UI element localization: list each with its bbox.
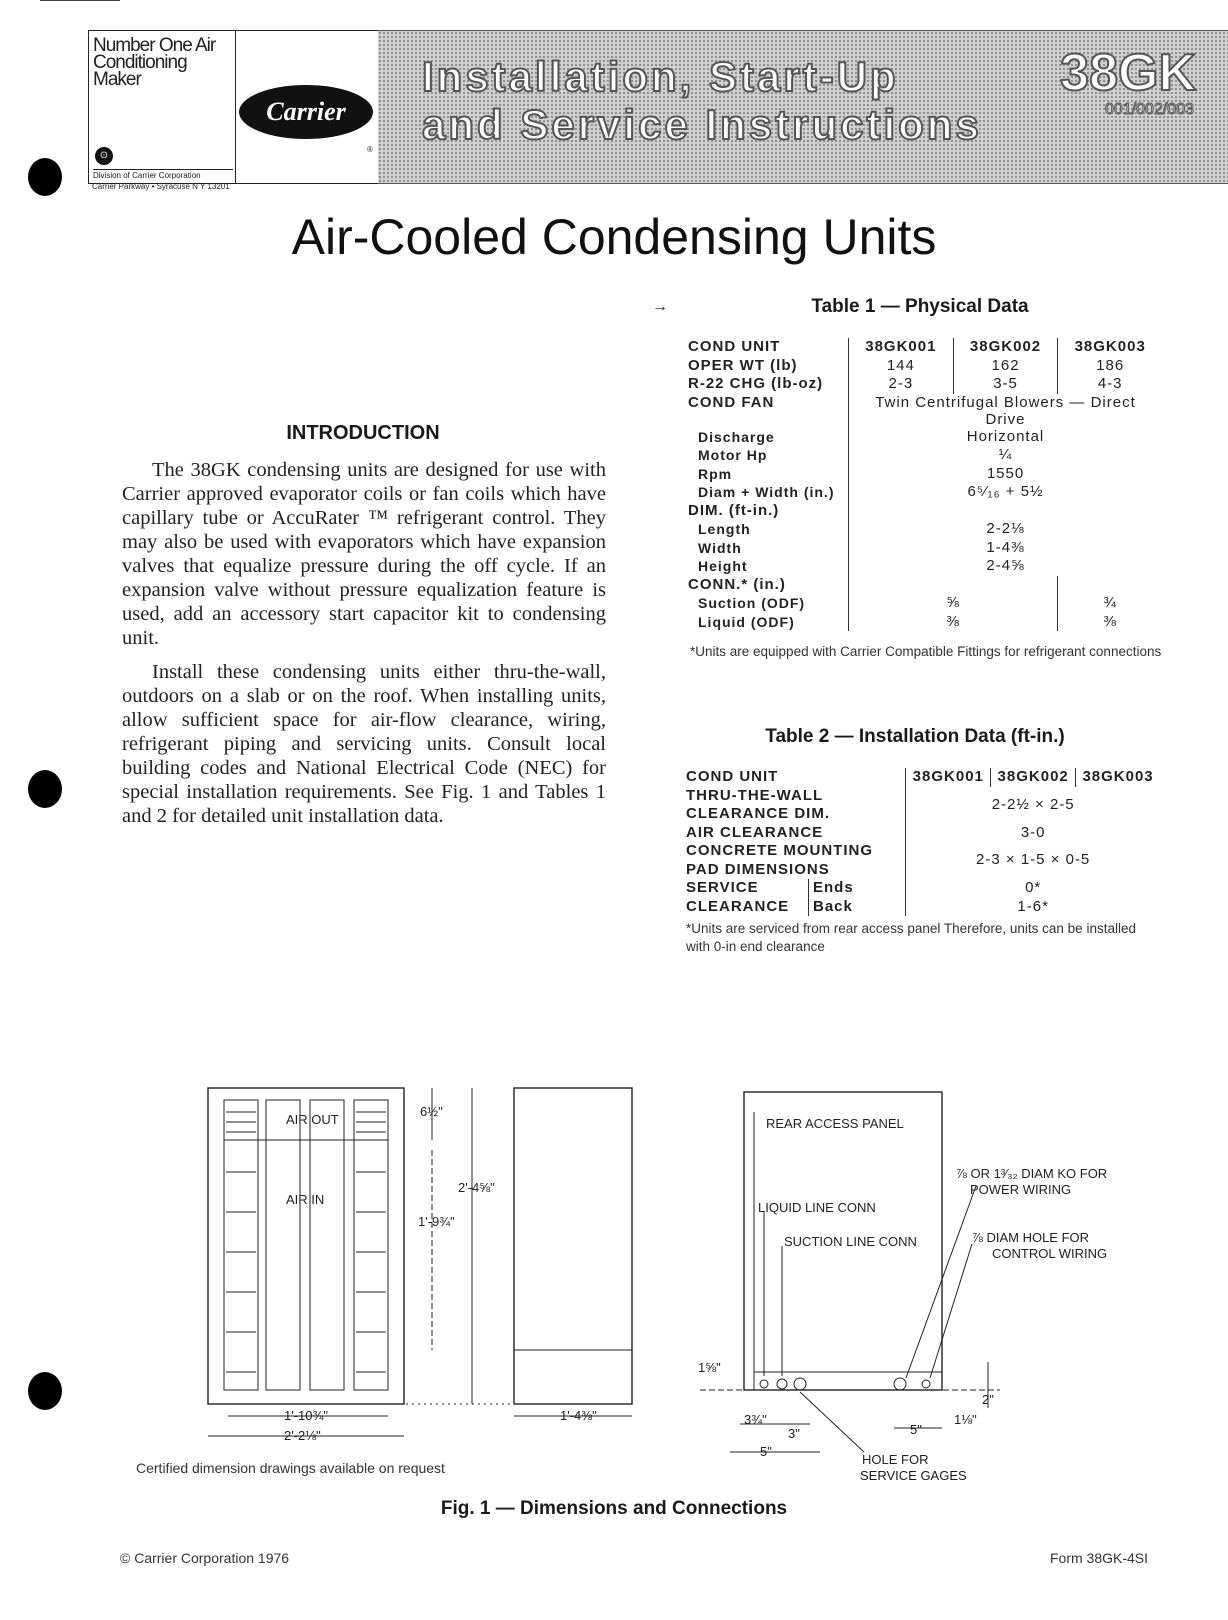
table-row [684,394,1162,428]
control-label-1: ⅞ DIAM HOLE FOR [972,1230,1090,1245]
rear-access-panel-label: REAR ACCESS PANEL [766,1116,904,1131]
cell-value: 2-4⅝ [849,557,1163,576]
form-number: Form 38GK-4SI [1050,1550,1149,1566]
row-label: DIM. (ft-in.) [688,501,780,519]
fig1-real [120,1032,1164,1472]
row-label: Discharge [698,428,775,445]
gages-label-1: HOLE FOR [862,1452,929,1467]
logo-box [88,30,379,184]
gage-leader [800,1392,864,1452]
cell-value: ¼ [849,446,1163,465]
gages-label-2: SERVICE GAGES [860,1468,967,1483]
copyright: © Carrier Corporation 1976 [120,1550,290,1566]
row-label: CONN.* (in.) [688,575,786,593]
column-header: 38GK001 [849,338,954,357]
row-label: COND UNIT [686,768,779,785]
table-row [684,576,1162,595]
row-label: R-22 CHG (lb-oz) [688,375,824,392]
slogan: Number One Air Conditioning Maker [93,35,216,90]
hole-punch-icon [28,158,62,196]
intro-paragraph-1: The 38GK condensing units are designed for use with Carrier approved evaporator coils or fan coils which have capillary tube or AccuRater ™ refrigerant control. They may also be used with evaporators which have expansion valves that equalize pressure during the off cycle. If an expansion valve without pressure equalization feature is used, add an accessory start capacitor kit to condensing unit. [122,459,606,649]
dim-front2-label: 2'-2⅛" [284,1428,321,1443]
arrow-icon: → [652,298,668,315]
intro-paragraph-2: Install these condensing units either thru-the-wall, outdoors on a slab or on the roof. When installing units, allow sufficient space for air-flow clearance, wiring, refrigerant piping and servicing units. Consult local building codes and National Electrical Code (NEC) for special installation requirements. See Fig. 1 and Tables 1 and 2 for detailed unit installation data. [122,661,606,827]
table-row [684,483,1162,502]
corporate-logo-icon: ⊙ [95,147,113,165]
table2-title: Table 2 — Installation Data (ft-in.) [765,726,1065,747]
row-label: AIR CLEARANCE [686,823,824,841]
row-label: OPER WT (lb) [688,356,798,374]
row-label [682,842,906,879]
row-label [682,879,809,916]
row-label-line: PAD DIMENSIONS [686,860,830,878]
ko-power-label-2: POWER WIRING [970,1182,1072,1197]
sub-label: Ends [809,879,906,898]
louver-slats [356,1112,386,1372]
column-header: 38GK002 [991,768,1076,787]
cell-value: 6⁵⁄₁₆ + 5½ [849,483,1163,502]
row-label [682,787,906,824]
table-row [684,465,1162,484]
control-leader [930,1244,972,1378]
banner-title-line1: Installation, Start-Up [422,53,899,100]
cell-value: 2-2⅛ [849,520,1163,539]
cell-value: 1550 [849,465,1163,484]
cell-value: 144 [849,357,954,376]
table-row [682,824,1160,843]
division-text: Division of Carrier Corporation [93,169,233,180]
dim-2-label: 2" [982,1392,994,1407]
banner-title-line2: and Service Instructions [422,101,982,148]
row-label-line: SERVICE [686,879,759,896]
row-label: Motor Hp [698,447,768,463]
table-row [684,502,1162,521]
table-row [684,613,1162,632]
dim-3-label: 3" [788,1426,800,1441]
cell-value: 1-4⅜ [849,539,1163,558]
row-label: Height [698,558,748,574]
louver-slats [226,1112,256,1372]
row-label-line: CONCRETE MOUNTING [686,842,873,859]
cell-value: 0* [906,879,1160,898]
cell-value: 3-0 [906,824,1160,843]
hole-punch-icon [28,1372,62,1410]
dim-5a-label: 5" [760,1444,772,1459]
cell-value: ⅜ [849,613,1058,632]
table-row [684,594,1162,613]
dim-front1-label: 1'-10¾" [284,1408,328,1423]
row-label: Width [698,539,742,556]
column-header: 38GK002 [953,338,1058,357]
louver-column [266,1100,300,1390]
table-row [684,557,1162,576]
row-label-line: CLEARANCE [686,897,790,915]
table1-title: Table 1 — Physical Data [811,296,1029,317]
cell-value: 2-3 × 1-5 × 0-5 [906,842,1160,879]
row-label: COND UNIT [688,338,781,355]
power-leader [906,1186,976,1378]
table-row [682,787,1160,824]
model-sub: 001/002/003 [1105,101,1194,118]
title-banner [378,30,1228,184]
dim-mid-label: 1'-9¾" [418,1214,455,1229]
power-ko [894,1378,906,1390]
hole-punch-icon [28,770,62,808]
table1-footnote: *Units are equipped with Carrier Compatible Fittings for refrigerant connections [690,644,1162,659]
table-row [684,539,1162,558]
dim-left-h-label: 1⅝" [698,1360,721,1375]
dim-side-label: 1'-4⅜" [560,1408,597,1423]
louver-column [310,1100,344,1390]
table-row [682,879,1160,898]
table-row [684,446,1162,465]
table-row [682,842,1160,879]
cell-value: 162 [953,357,1058,376]
table1 [684,338,1164,661]
cell-value: Horizontal [849,428,1163,447]
cell-value: 3-5 [953,375,1058,394]
dim-top-label: 6½" [420,1104,443,1119]
installation-data-table [682,768,1160,916]
table-row [684,357,1162,376]
figure-note: Certified dimension drawings available on request [136,1460,445,1476]
cell-value: 2-2½ × 2-5 [906,787,1160,824]
control-hole [922,1380,930,1388]
row-label: Diam + Width (in.) [698,484,835,500]
control-label-2: CONTROL WIRING [992,1246,1108,1261]
row-label-line: CLEARANCE DIM. [686,805,830,822]
row-label: Liquid (ODF) [698,613,795,630]
table-row [684,375,1162,394]
cell-value: ⅝ [849,594,1058,613]
liquid-conn-label: LIQUID LINE CONN [758,1200,876,1215]
liquid-hole [760,1380,768,1388]
sub-label: Back [809,898,906,917]
suction-conn-label: SUCTION LINE CONN [784,1234,917,1249]
brand-name: Carrier [266,97,346,126]
table-row [684,428,1162,447]
row-label: Length [698,521,751,537]
dim-5b-label: 5" [910,1422,922,1437]
cell-value: 2-3 [849,375,954,394]
column-header: 38GK001 [906,768,991,787]
column-header: 38GK003 [1058,338,1162,357]
louvers [224,1100,388,1390]
cell-value: 186 [1058,357,1162,376]
table-row [684,520,1162,539]
address: Carrier Parkway • Syracuse N Y 13201 [92,182,230,191]
suction-hole [777,1379,787,1389]
gage-hole [794,1378,806,1390]
front-view-cabinet [208,1088,404,1404]
dim-right-label: 2'-4⅝" [458,1180,495,1195]
table2 [682,768,1162,956]
air-out-label: AIR OUT [286,1112,339,1127]
intro-text [122,458,606,838]
page-title: Air-Cooled Condensing Units [291,209,937,265]
cell-value: ⅜ [1058,613,1162,632]
top-rule [40,0,120,1]
row-label-line: THRU-THE-WALL [686,786,824,804]
banner-title [422,53,982,149]
dim-18-label: 1⅛" [954,1412,977,1427]
louver-column [224,1100,258,1390]
cell-value: Twin Centrifugal Blowers — Direct Drive [849,394,1163,428]
logo-divider [235,31,236,183]
cell-value: 1-6* [906,898,1160,917]
table-row [684,338,1162,357]
vertical-dimensions [432,1088,472,1404]
registered-mark: ® [367,145,373,154]
physical-data-table [684,338,1162,631]
louver-column [354,1100,388,1390]
row-label: COND FAN [688,393,775,411]
side-view-cabinet [514,1088,632,1404]
row-label: Suction (ODF) [698,595,806,611]
intro-heading: INTRODUCTION [286,422,440,444]
air-in-label: AIR IN [286,1192,325,1207]
table2-footnote: *Units are serviced from rear access panel Therefore, units can be installed with 0-in end clearance [686,921,1136,954]
table-row [682,768,1160,787]
column-header: 38GK003 [1076,768,1160,787]
cell-value: ¾ [1058,594,1162,613]
dim-34-label: 3¾" [744,1412,767,1427]
cell-value: 4-3 [1058,375,1162,394]
model-number: 38GK [1060,44,1196,102]
carrier-logo [239,85,373,139]
figure-caption: Fig. 1 — Dimensions and Connections [440,1498,788,1519]
row-label: Rpm [698,465,733,482]
ko-power-label-1: ⅞ OR 1³⁄₃₂ DIAM KO FOR [956,1166,1108,1181]
